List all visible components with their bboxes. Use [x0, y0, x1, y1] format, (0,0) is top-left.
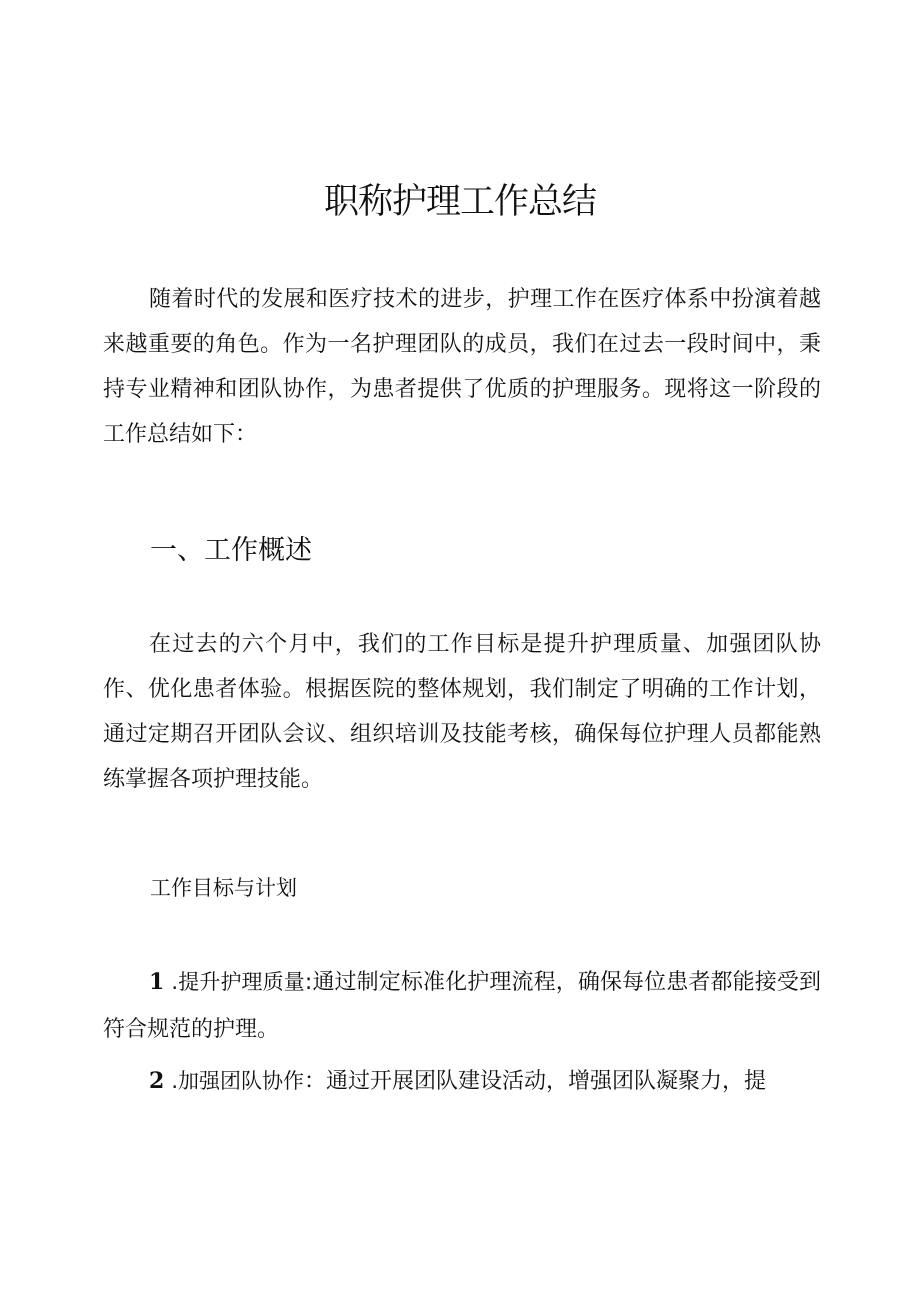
list-item-lead: .加强团队协作: [171, 1069, 304, 1093]
subsection-heading-goals: 工作目标与计划: [150, 876, 297, 900]
intro-paragraph: 随着时代的发展和医疗技术的进步，护理工作在医疗体系中扮演着越来越重要的角色。作为一名护理团队的成员，我们在过去一段时间中，秉持专业精神和团队协作，为患者提供了优质的护理服务。现将这一阶段的工作总结如下：: [103, 287, 821, 447]
document-title: 职称护理工作总结: [323, 182, 596, 222]
list-item-text: 通过制定标准化护理流程，确保每位患者都能接受到符合规范的护理。: [103, 970, 821, 1042]
section-heading-overview: 一、工作概述: [150, 535, 312, 566]
list-item-number: 1: [149, 969, 165, 995]
list-item: [103, 1058, 821, 1105]
list-item: [103, 959, 821, 1053]
list-item-number: 2: [149, 1068, 165, 1094]
list-item-separator: :: [304, 970, 313, 995]
list-item-separator: ：: [304, 1069, 327, 1094]
list-item-lead: .提升护理质量: [171, 970, 305, 994]
overview-paragraph: 在过去的六个月中，我们的工作目标是提升护理质量、加强团队协作、优化患者体验。根据医院的整体规划，我们制定了明确的工作计划，通过定期召开团队会议、组织培训及技能考核，确保每位护理人员都能熟练掌握各项护理技能。: [103, 632, 821, 792]
list-item-text: 通过开展团队建设活动，增强团队凝聚力，提: [326, 1069, 767, 1094]
